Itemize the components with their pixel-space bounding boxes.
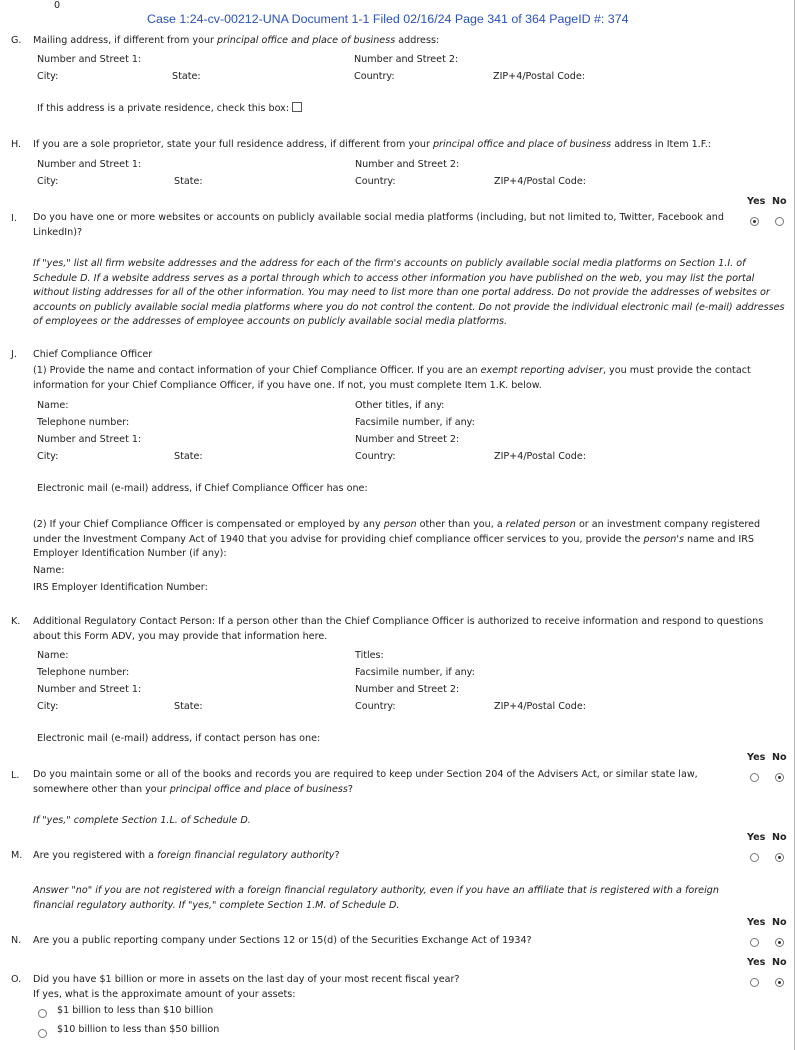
j-fax-label: Facsimile number, if any: xyxy=(355,417,475,428)
m-note: Answer "no" if you are not registered with a foreign financial regulatory authority, even if you have an affiliate that is registered with a foreign financial regulatory authority. If "yes," complete Section 1.M. of Schedule D. xyxy=(33,885,719,911)
item-l-question: Do you maintain some or all of the books and records you are required to keep under Section 204 of the Advisers Act, or similar state law, somewhere other than your principal office and place of business? xyxy=(33,769,698,795)
j-street1-label: Number and Street 1: xyxy=(37,434,142,445)
o-no-radio[interactable] xyxy=(775,978,784,987)
item-letter-h: H. xyxy=(11,139,22,150)
private-residence-checkbox[interactable] xyxy=(292,102,302,112)
k-phone-label: Telephone number: xyxy=(37,667,130,678)
i-yes-header: Yes xyxy=(747,196,766,207)
j-phone-label: Telephone number: xyxy=(37,417,130,428)
item-letter-n: N. xyxy=(11,935,22,946)
j-irs-label: IRS Employer Identification Number: xyxy=(33,582,208,593)
o-no-header: No xyxy=(772,957,787,968)
i-yes-radio[interactable] xyxy=(750,217,759,226)
item-h-question: If you are a sole proprietor, state your full residence address, if different from your principal office and place of business address in Item 1.F.: xyxy=(33,139,712,150)
l-yes-header: Yes xyxy=(747,752,766,763)
k-email-label: Electronic mail (e-mail) address, if contact person has one: xyxy=(37,733,321,744)
k-name-label: Name: xyxy=(37,650,69,661)
j-name-label: Name: xyxy=(37,400,69,411)
l-no-header: No xyxy=(772,752,787,763)
m-yes-header: Yes xyxy=(747,832,766,843)
n-yes-header: Yes xyxy=(747,917,766,928)
l-no-radio[interactable] xyxy=(775,773,784,782)
o-option-1-label: $1 billion to less than $10 billion xyxy=(57,1005,214,1016)
j-paragraph-1: (1) Provide the name and contact information of your Chief Compliance Officer. If you are an exempt reporting adviser, you must provide the contact information for your Chief Compliance Officer, if you have one. If not, you must complete Item 1.K. below. xyxy=(33,365,751,391)
m-no-radio[interactable] xyxy=(775,853,784,862)
k-street1-label: Number and Street 1: xyxy=(37,684,142,695)
j-state-label: State: xyxy=(174,451,203,462)
j-street2-label: Number and Street 2: xyxy=(355,434,460,445)
item-letter-l: L. xyxy=(11,770,20,781)
j-email-label: Electronic mail (e-mail) address, if Chief Compliance Officer has one: xyxy=(37,483,368,494)
k-country-label: Country: xyxy=(355,701,396,712)
k-fax-label: Facsimile number, if any: xyxy=(355,667,475,678)
item-letter-o: O. xyxy=(11,974,22,985)
k-state-label: State: xyxy=(174,701,203,712)
j-city-label: City: xyxy=(37,451,59,462)
item-letter-j: J. xyxy=(11,349,17,360)
h-street2-label: Number and Street 2: xyxy=(355,159,460,170)
item-i-note: If "yes," list all firm website addresses and the address for each of the firm's accounts on publicly available social media platforms on Section 1.I. of Schedule D. If a website address serves as a portal through which to access other information you have published on the web, you may list the portal without listing addresses for all of the other information. You may need to list more than one portal address. Do not provide the addresses of websites or accounts on publicly available social media platforms where you do not control the content. Do not provide the individual electronic mail (e-mail) addresses of employees or the addresses of employee accounts on publicly available social media platforms. xyxy=(33,258,785,327)
i-no-radio[interactable] xyxy=(775,217,784,226)
h-zip-label: ZIP+4/Postal Code: xyxy=(494,176,587,187)
i-no-header: No xyxy=(772,196,787,207)
g-state-label: State: xyxy=(172,71,201,82)
item-i-question: Do you have one or more websites or accounts on publicly available social media platforms (including, but not limited to, Twitter, Facebook and LinkedIn)? xyxy=(33,212,724,238)
n-no-header: No xyxy=(772,917,787,928)
g-city-label: City: xyxy=(37,71,59,82)
k-city-label: City: xyxy=(37,701,59,712)
g-street1-label: Number and Street 1: xyxy=(37,54,142,65)
item-m-question: Are you registered with a foreign financial regulatory authority? xyxy=(33,850,340,861)
h-state-label: State: xyxy=(174,176,203,187)
g-street2-label: Number and Street 2: xyxy=(354,54,459,65)
item-k-question: Additional Regulatory Contact Person: If a person other than the Chief Compliance Officer is authorized to receive information and respond to questions about this Form ADV, you may provide that information here. xyxy=(33,616,764,642)
item-letter-g: G. xyxy=(11,35,22,46)
h-street1-label: Number and Street 1: xyxy=(37,159,142,170)
m-no-header: No xyxy=(772,832,787,843)
j-title: Chief Compliance Officer xyxy=(33,349,153,360)
h-city-label: City: xyxy=(37,176,59,187)
j-country-label: Country: xyxy=(355,451,396,462)
g-zip-label: ZIP+4/Postal Code: xyxy=(493,71,586,82)
m-yes-radio[interactable] xyxy=(750,853,759,862)
item-o-question: Did you have $1 billion or more in assets on the last day of your most recent fiscal year? xyxy=(33,974,460,985)
item-o-subquestion: If yes, what is the approximate amount of your assets: xyxy=(33,989,296,1000)
item-letter-i: I. xyxy=(11,213,17,224)
n-yes-radio[interactable] xyxy=(750,938,759,947)
o-option-2-radio[interactable] xyxy=(38,1029,47,1038)
o-yes-header: Yes xyxy=(747,957,766,968)
g-country-label: Country: xyxy=(354,71,395,82)
l-note: If "yes," complete Section 1.L. of Schedule D. xyxy=(33,815,251,826)
n-no-radio[interactable] xyxy=(775,938,784,947)
k-titles-label: Titles: xyxy=(355,650,384,661)
item-letter-k: K. xyxy=(11,616,21,627)
j-zip-label: ZIP+4/Postal Code: xyxy=(494,451,587,462)
case-header: Case 1:24-cv-00212-UNA Document 1-1 Filed 02/16/24 Page 341 of 364 PageID #: 374 xyxy=(147,12,629,26)
o-option-1-radio[interactable] xyxy=(38,1009,47,1018)
o-option-2-label: $10 billion to less than $50 billion xyxy=(57,1024,220,1035)
l-yes-radio[interactable] xyxy=(750,773,759,782)
j-name2-label: Name: xyxy=(33,565,65,576)
item-letter-m: M. xyxy=(11,850,23,861)
page-number: 0 xyxy=(54,0,61,11)
item-n-question: Are you a public reporting company under Sections 12 or 15(d) of the Securities Exchange Act of 1934? xyxy=(33,935,532,946)
o-yes-radio[interactable] xyxy=(750,978,759,987)
j-other-titles-label: Other titles, if any: xyxy=(355,400,445,411)
k-street2-label: Number and Street 2: xyxy=(355,684,460,695)
g-private-residence: If this address is a private residence, check this box: xyxy=(37,102,302,114)
item-g-question: Mailing address, if different from your principal office and place of business address: xyxy=(33,35,440,46)
k-zip-label: ZIP+4/Postal Code: xyxy=(494,701,587,712)
h-country-label: Country: xyxy=(355,176,396,187)
j-paragraph-2: (2) If your Chief Compliance Officer is compensated or employed by any person other than you, a related person or an investment company registered under the Investment Company Act of 1940 that you advise for providing chief compliance officer services to you, provide the person's name and IRS Employer Identification Number (if any): xyxy=(33,519,761,559)
